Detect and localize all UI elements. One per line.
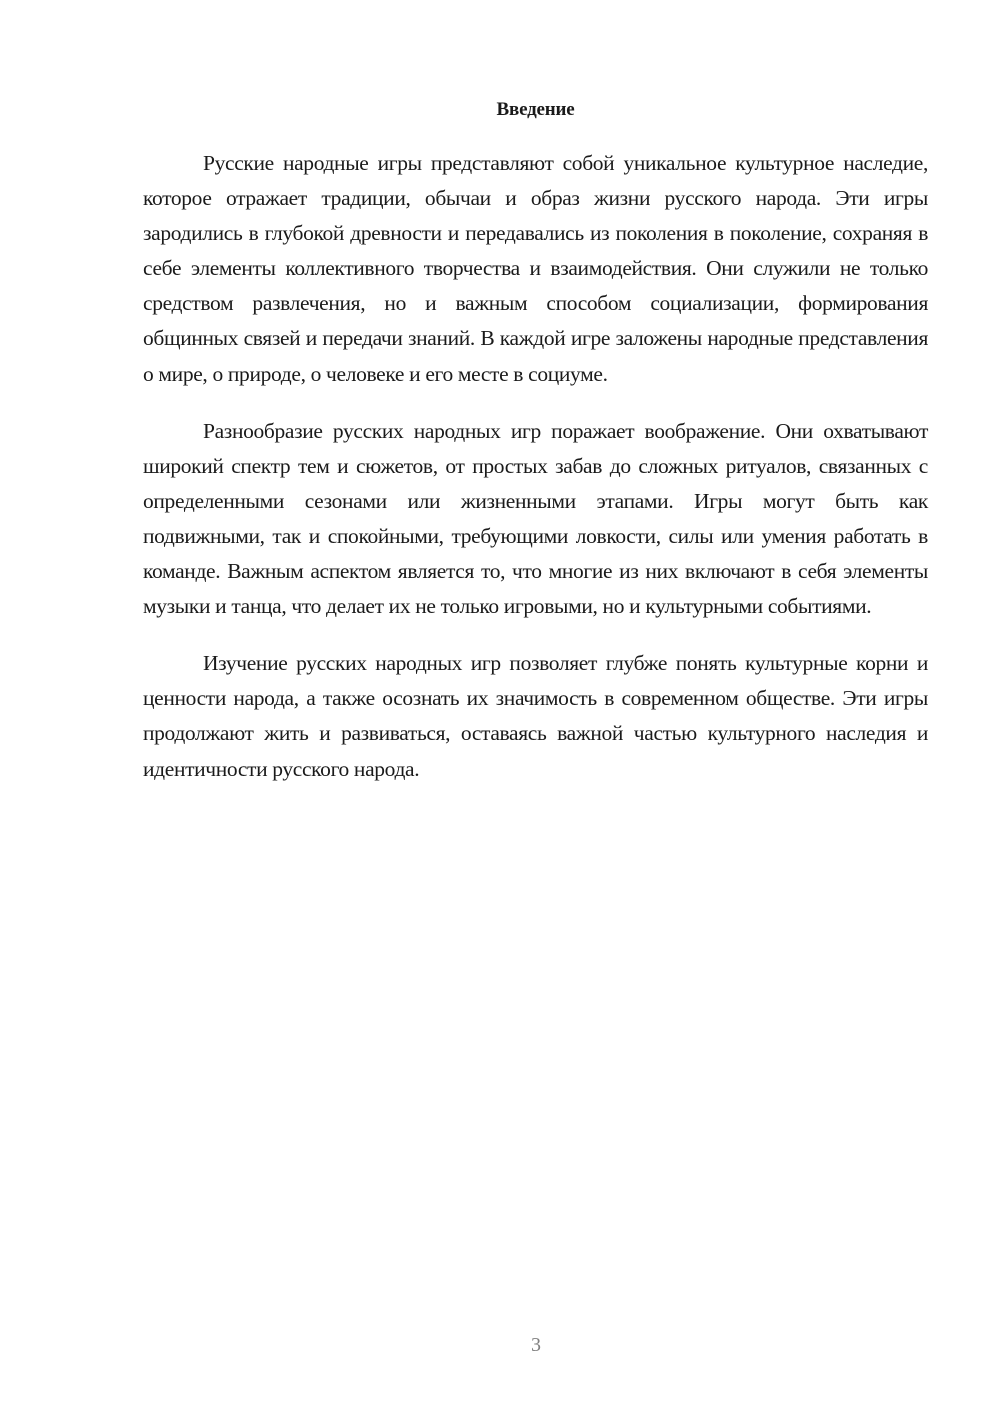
paragraph-study: Изучение русских народных игр позволяет глубже понять культурные корни и ценности народа, а также осознать их значимость в современном обществе. Эти игры продолжают жить и развиваться, оставаясь важной частью культурного наследия и идентичности русского народа. xyxy=(143,651,928,781)
page-number: 3 xyxy=(531,1334,541,1356)
section-title: Введение xyxy=(496,99,575,120)
paragraph-diversity: Разнообразие русских народных игр поражает воображение. Они охватывают широкий спектр тем и сюжетов, от простых забав до сложных ритуалов, связанных с определенными сезонами или жизненными этапами. Игры могут быть как подвижными, так и спокойными, требующими ловкости, силы или умения работать в команде. Важным аспектом является то, что многие из них включают в себя элементы музыки и танца, что делает их не только игровыми, но и культурными событиями. xyxy=(143,418,928,619)
document-page xyxy=(143,96,928,809)
paragraph-intro: Русские народные игры представляют собой уникальное культурное наследие, которое отражает традиции, обычаи и образ жизни русского народа. Эти игры зародились в глубокой древности и передавались из поколения в поколение, сохраняя в себе элементы коллективного творчества и взаимодействия. Они служили не только средством развлечения, но и важным способом социализации, формирования общинных связей и передачи знаний. В каждой игре заложены народные представления о мире, о природе, о человеке и его месте в социуме. xyxy=(143,151,928,386)
